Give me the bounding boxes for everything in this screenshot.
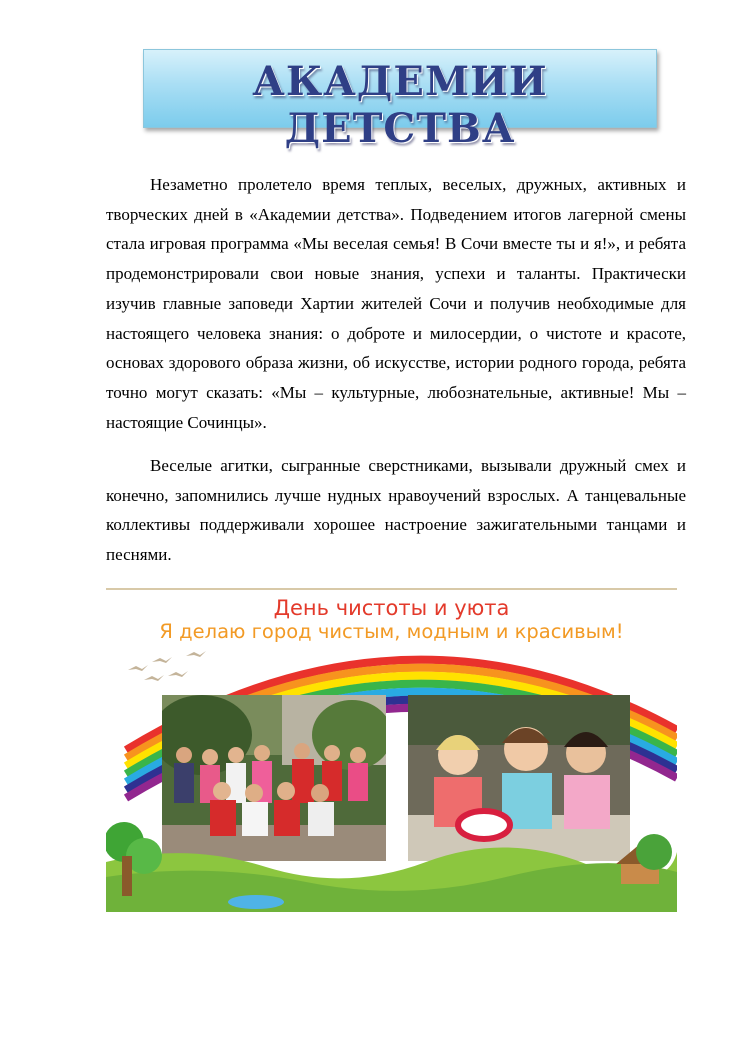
grass-landscape bbox=[106, 822, 677, 912]
pond-icon bbox=[228, 895, 284, 909]
title-banner bbox=[143, 49, 657, 152]
page-title: АКАДЕМИИ ДЕТСТВА bbox=[252, 58, 548, 152]
article-paragraph-2: Веселые агитки, сыгранные сверстниками, вызывали дружный смех и конечно, запомнились лучше нудных нравоучений взрослых. А танцевальные коллективы поддерживали хорошее настроение зажигательными танцами и песнями. bbox=[106, 456, 686, 565]
poster-heading: День чистоты и уюта bbox=[273, 596, 510, 620]
poster-subheading: Я делаю город чистым, модным и красивым! bbox=[159, 620, 624, 643]
article-paragraph-1: Незаметно пролетело время теплых, веселых, дружных, активных и творческих дней в «Академии детства». Подведением итогов лагерной смены стала игровая программа «Мы веселая семья! В Сочи вместе ты и я!», и ребята продемонстрировали свои новые знания, успехи и таланты. Практически изучив главные заповеди Хартии жителей Сочи и получив необходимые для настоящего человека знания: о доброте и милосердии, о чистоте и красоте, основах здорового образа жизни, об искусстве, истории родного города, ребята точно могут сказать: «Мы – культурные, любознательные, активные! Мы – настоящие Сочинцы». bbox=[106, 175, 686, 432]
poster-image bbox=[106, 588, 677, 912]
birds-icon bbox=[128, 651, 206, 681]
